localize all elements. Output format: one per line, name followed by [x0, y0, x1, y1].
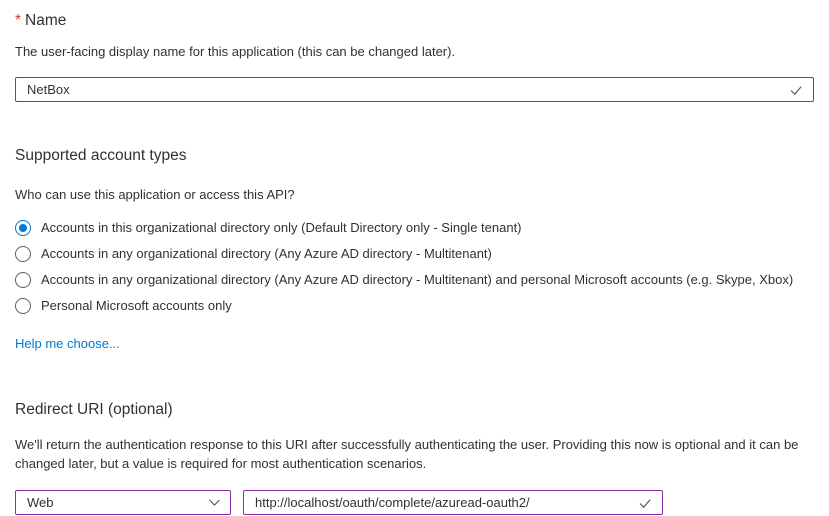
account-types-heading: Supported account types — [15, 147, 187, 164]
radio-option-multitenant-personal[interactable]: Accounts in any organizational directory (Any Azure AD directory - Multitenant) and personal Microsoft accounts (e.g. Skype, Xbox) — [15, 267, 814, 293]
checkmark-icon — [788, 82, 813, 98]
checkmark-icon — [637, 495, 662, 511]
account-types-radio-group — [15, 215, 814, 319]
name-section-heading — [15, 11, 814, 30]
redirect-uri-description: We'll return the authentication response to this URI after successfully authenticating the user. Providing this now is optional and it can be changed later, but a value is required for most authentication scenarios. — [15, 437, 799, 471]
radio-unselected-icon — [15, 246, 31, 262]
redirect-uri-controls — [15, 490, 814, 515]
radio-selected-icon — [15, 220, 31, 236]
name-input[interactable] — [16, 78, 788, 101]
platform-select-dropdown[interactable] — [15, 490, 231, 515]
name-description: The user-facing display name for this application (this can be changed later). — [15, 44, 456, 59]
help-me-choose-link[interactable]: Help me choose... — [15, 336, 120, 351]
redirect-uri-section — [15, 400, 814, 515]
radio-option-single-tenant[interactable]: Accounts in this organizational directory only (Default Directory only - Single tenant) — [15, 215, 814, 241]
radio-unselected-icon — [15, 272, 31, 288]
radio-option-multitenant[interactable]: Accounts in any organizational directory (Any Azure AD directory - Multitenant) — [15, 241, 814, 267]
account-types-question: Who can use this application or access this API? — [15, 187, 295, 202]
platform-selected-value: Web — [27, 495, 54, 510]
redirect-uri-heading: Redirect URI (optional) — [15, 401, 173, 418]
name-input-field — [15, 77, 814, 102]
radio-unselected-icon — [15, 298, 31, 314]
redirect-uri-input-field — [243, 490, 663, 515]
supported-account-types-section — [15, 146, 814, 351]
redirect-uri-input[interactable] — [244, 491, 637, 514]
name-heading-label: Name — [25, 12, 67, 29]
chevron-down-icon — [207, 495, 230, 510]
radio-option-personal-only[interactable]: Personal Microsoft accounts only — [15, 293, 814, 319]
required-asterisk: * — [15, 12, 22, 29]
